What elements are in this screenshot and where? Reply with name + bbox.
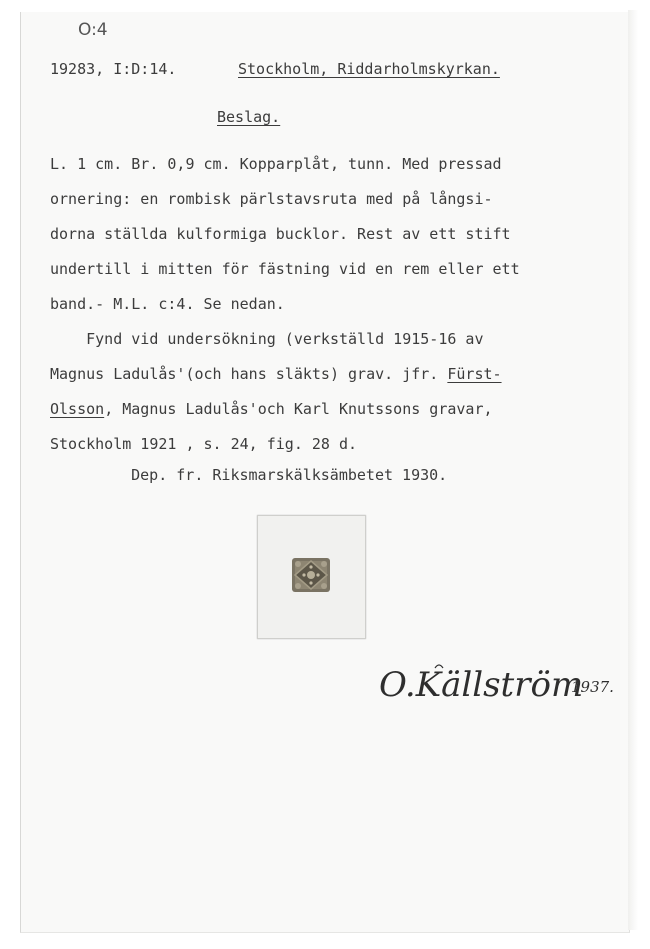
description-line: ornering: en rombisk pärlstavsruta med på långsi- xyxy=(50,190,493,208)
description-line: band.- M.L. c:4. Se nedan. xyxy=(50,295,285,313)
artifact-photo xyxy=(257,515,366,639)
catalog-number: 19283, I:D:14. xyxy=(50,60,177,78)
description-line: L. 1 cm. Br. 0,9 cm. Kopparplåt, tunn. Med pressad xyxy=(50,155,502,173)
reference-author: Olsson xyxy=(50,400,105,418)
artifact-image xyxy=(289,555,333,595)
handwritten-signature xyxy=(375,656,625,708)
find-line xyxy=(50,365,502,383)
find-line-text: Magnus Ladulås'(och hans släkts) grav. jfr. xyxy=(50,365,448,383)
description-line: undertill i mitten för fästning vid en rem eller ett xyxy=(50,260,520,278)
object-heading: Beslag. xyxy=(217,108,281,126)
corner-note: O:4 xyxy=(78,20,108,40)
find-line: Stockholm 1921 , s. 24, fig. 28 d. xyxy=(50,435,358,453)
signature-name: O.Källström xyxy=(379,665,584,705)
signature-year: 1937. xyxy=(571,678,614,696)
description-line: dorna ställda kulformiga bucklor. Rest av ett stift xyxy=(50,225,511,243)
reference-author: Fürst- xyxy=(447,365,502,383)
find-line-text: , Magnus Ladulås'och Karl Knutssons gravar, xyxy=(104,400,493,418)
card-edge-shadow xyxy=(628,10,638,930)
find-line xyxy=(50,400,493,418)
location: Stockholm, Riddarholmskyrkan. xyxy=(238,60,500,78)
find-line: Fynd vid undersökning (verkställd 1915-16 av xyxy=(50,330,484,348)
deposit-line: Dep. fr. Riksmarskälksämbetet 1930. xyxy=(95,466,448,484)
